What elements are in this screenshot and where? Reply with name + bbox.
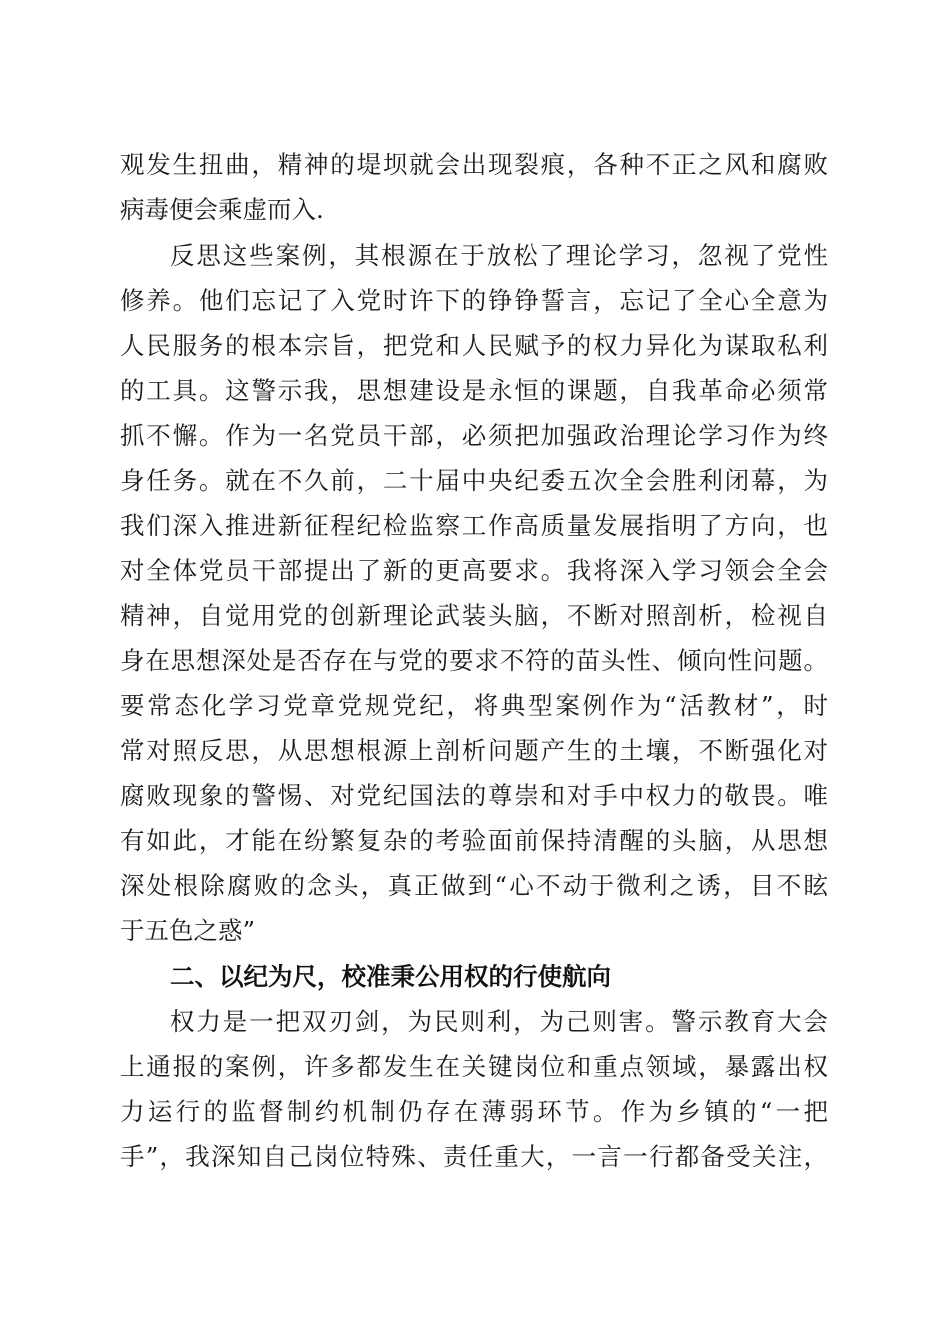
paragraph-line: 常对照反思，从思想根源上剖析问题产生的土壤，不断强化对: [120, 736, 828, 765]
paragraph-first-line: 反思这些案例，其根源在于放松了理论学习，忽视了党性: [170, 241, 828, 270]
paragraph-line: 腐败现象的警惕、对党纪国法的尊崇和对手中权力的敬畏。唯: [120, 781, 828, 810]
paragraph-line: 我们深入推进新征程纪检监察工作高质量发展指明了方向，也: [120, 511, 828, 540]
paragraph-line: 精神，自觉用党的创新理论武装头脑，不断对照剖析，检视自: [120, 601, 828, 630]
paragraph-line: 力运行的监督制约机制仍存在薄弱环节。作为乡镇的“一把: [120, 1097, 828, 1126]
paragraph-line: 抓不懈。作为一名党员干部，必须把加强政治理论学习作为终: [120, 421, 828, 450]
paragraph-line: 深处根除腐败的念头，真正做到“心不动于微利之诱，目不眩: [120, 871, 828, 900]
paragraph-line: 要常态化学习党章党规党纪，将典型案例作为“活教材”，时: [120, 691, 828, 720]
paragraph-line: 手”，我深知自己岗位特殊、责任重大，一言一行都备受关注，: [120, 1142, 828, 1171]
paragraph-line: 修养。他们忘记了入党时许下的铮铮誓言，忘记了全心全意为: [120, 286, 828, 315]
paragraph-line: 对全体党员干部提出了新的更高要求。我将深入学习领会全会: [120, 556, 828, 585]
section-heading: 二、以纪为尺，校准秉公用权的行使航向: [170, 962, 611, 991]
paragraph-line: 身任务。就在不久前，二十届中央纪委五次全会胜利闭幕，为: [120, 466, 828, 495]
paragraph-line: 有如此，才能在纷繁复杂的考验面前保持清醒的头脑，从思想: [120, 826, 828, 855]
paragraph-line: 观发生扭曲，精神的堤坝就会出现裂痕，各种不正之风和腐败: [120, 150, 828, 179]
paragraph-line: 于五色之惑”: [120, 916, 256, 945]
paragraph-first-line: 权力是一把双刃剑，为民则利，为己则害。警示教育大会: [170, 1007, 828, 1036]
paragraph-line: 上通报的案例，许多都发生在关键岗位和重点领域，暴露出权: [120, 1052, 828, 1081]
paragraph-line: 病毒便会乘虚而入.: [120, 195, 324, 224]
paragraph-line: 的工具。这警示我，思想建设是永恒的课题，自我革命必须常: [120, 376, 828, 405]
paragraph-line: 人民服务的根本宗旨，把党和人民赋予的权力异化为谋取私利: [120, 331, 828, 360]
paragraph-line: 身在思想深处是否存在与党的要求不符的苗头性、倾向性问题。: [120, 646, 828, 675]
